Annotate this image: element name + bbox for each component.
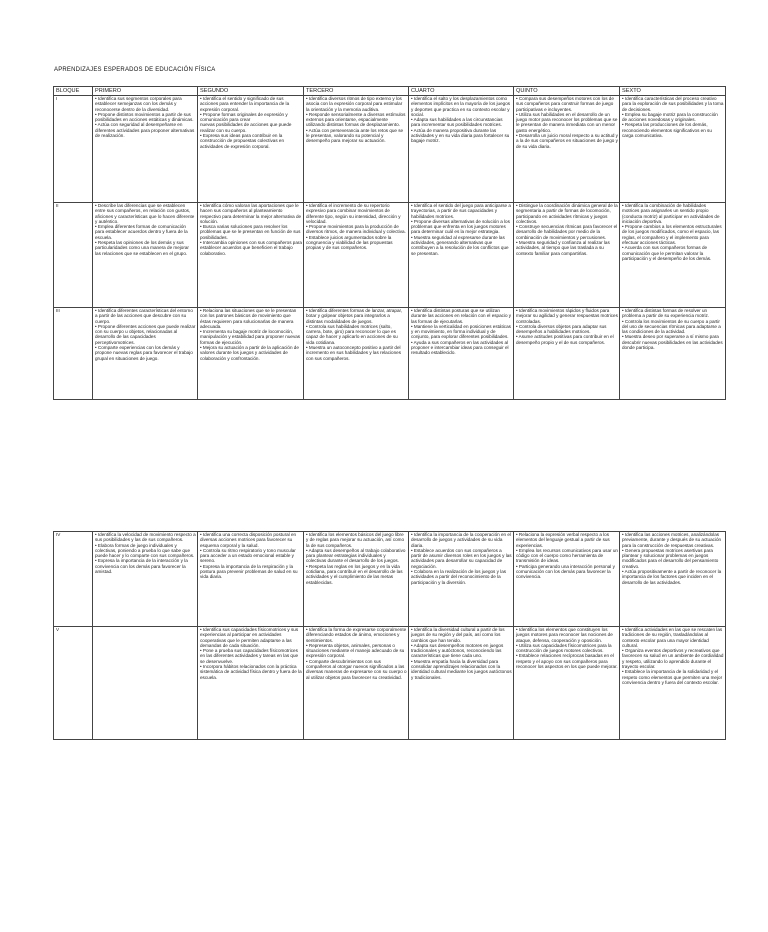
grade-cell [304, 627, 409, 740]
grade-cell [409, 96, 514, 203]
learning-outcomes-text: • Identifica movimientos rápidos y fluidos para mejorar su agilidad y generar respuestas motrices controladas. • Controla diversos objetos para adaptar sus desempeños a habilidades motrices. • Asume actitudes positivas para contribuir en el desempeño propio y el de sus compañeros. [516, 308, 618, 345]
grade-cell [409, 203, 514, 308]
learning-outcomes-text: • Identifica los elementos básicos del juego libre y de reglas para mejorar su actuación, así como la de sus compañeros. • Adapta sus desempeños al trabajo colaborativo para plantear estrategias individuales y colectivas durante el desarrollo de los juegos. • Respeta las reglas en los juegos y en la vida cotidiana, para contribuir en el desarrollo de las actividades y el cumplimiento de las metas establecidas. [306, 532, 406, 585]
learning-outcomes-text: • Identifica las acciones motrices, analizándolas previamente, durante y después de su actuación para la construcción de respuestas creativas. • Genera propuestas motrices asertivas para plantear y solucionar problemas en juegos modificados para el desarrollo del pensamiento creativo. • Actúa propositivamente a partir de reconocer la importancia de los factores que inciden en el desarrollo de las actividades. [622, 532, 722, 585]
header-segundo: SEGUNDO [198, 87, 304, 96]
grade-cell [409, 308, 514, 400]
grade-cell [620, 308, 726, 400]
learning-outcomes-text: • Identifica el incremento de su repertorio expresivo para combinar movimientos de diferente tipo, según su intensidad, dirección y velocidad. • Propone movimientos para la producción de diversos ritmos, de manera individual y colectiva. • Establece juicios argumentados sobre la congruencia y viabilidad de las propuestas propias y de sus compañeros. [306, 203, 406, 251]
learning-outcomes-text: • Identifica la combinación de habilidades motrices para asignarles un sentido propio (conducta motriz) al participar en actividades de iniciación deportiva. • Propone cambios a los elementos estructurales de los juegos modificados, como el espacio, las reglas, el compañero y el implemento para efectuar acciones tácticas. • Acuerda con sus compañeros formas de comunicación que le permitan valorar la participación y el desempeño de los demás. [622, 203, 722, 261]
learning-outcomes-text: • Identifica sus capacidades físicomotrices y sus experiencias al participar en actividades cooperativas que le permiten adaptarse a las demandas de cada situación. • Pone a prueba sus capacidades físicomotrices en las diferentes actividades y tareas en las que se desenvuelve. • Incorpora hábitos relacionados con la práctica sistemática de actividad física dentro y fuera de la escuela. [200, 627, 302, 680]
learning-outcomes-text: • Identifica diferentes formas de lanzar, atrapar, botar y golpear objetos para integrarlos a distintas modalidades de juegos. • Controla sus habilidades motrices (salto, carrera, bote, giro) para reconocer lo que es capaz de hacer y aplicarlo en acciones de su vida cotidiana. • Muestra un autoconcepto positivo a partir del incremento en sus habilidades y las relaciones con sus compañeros. [306, 308, 403, 361]
grade-cell [409, 532, 514, 627]
grade-cell [304, 96, 409, 203]
bloque-cell: II [54, 203, 93, 308]
grade-cell [514, 532, 620, 627]
grade-cell [93, 532, 198, 627]
learning-outcomes-text: • Identifica cómo valoran las aportaciones que le hacen sus compañeros al planteamiento respectivo para determinar la mejor alternativa de solución. • Busca varias soluciones para resolver los problemas que se le presentan en función de sus posibilidades. • Intercambia opiniones con sus compañeros para establecer acuerdos que beneficien el trabajo colaborativo. [200, 203, 302, 256]
learning-outcomes-text: • Identifica características del proceso creativo para la exploración de sus posibilidades y la toma de decisiones. • Emplea su bagaje motriz para la construcción de acciones novedosas y originales. • Respeta las producciones de los demás, reconociendo elementos significativos en su carga comunicativa. [622, 96, 724, 139]
table-row [54, 96, 726, 203]
grade-cell [93, 627, 198, 740]
bloque-cell: V [54, 627, 93, 740]
learning-outcomes-text: • Identifica la importancia de la cooperación en el desarrollo de juegos y actividades de su vida diaria. • Establece acuerdos con sus compañeros a partir de asumir diversos roles en los juegos y las actividades para desarrollar su capacidad de negociación. • Colabora en la realización de los juegos y las actividades a partir del reconocimiento de la participación y la diversión. [411, 532, 512, 585]
learning-outcomes-text: • Identifica diferentes características del entorno a partir de las acciones que descubre con su cuerpo. • Propone diferentes acciones que puede realizar con su cuerpo u objetos, relacionadas al desarrollo de las capacidades perceptivomotrices. • Comparte experiencias con los demás y propone nuevas reglas para favorecer el trabajo grupal en situaciones de juego. [95, 308, 196, 361]
learning-outcomes-text: • Identifica el sentido y significado de sus acciones para entender la importancia de la expresión corporal. • Propone formas originales de expresión y comunicación para crear nuevas posibilidades de acciones que puede realizar con su cuerpo. • Expresa sus ideas para contribuir en la construcción de propuestas colectivas en actividades de expresión corporal. [200, 96, 292, 149]
bloque-cell: III [54, 308, 93, 400]
table-row [54, 203, 726, 308]
header-tercero: TERCERO [304, 87, 409, 96]
grade-cell [304, 532, 409, 627]
page-title: APRENDIZAJES ESPERADOS DE EDUCACIÓN FÍSICA [54, 67, 216, 73]
learning-outcomes-text: • Identifica diversos ritmos de tipo externo y los asocia con la expresión corporal para estimular la orientación y la memoria auditiva. • Responde sensorialmente a diversos estímulos externos para orientarse, espacialmente utilizando distintas formas de desplazamiento. • Actúa con perseverancia ante los retos que se le presentan, valorando su potencial y desempeño para mejorar su actuación. [306, 96, 406, 144]
learning-outcomes-text: • Identifica el sentido del juego para anticiparse a trayectorias, a partir de sus capacidades y habilidades motrices. • Propone diversas alternativas de solución a los problemas que enfrenta en los juegos motores para determinar cuál es la mejor estrategia. • Muestra seguridad al expresarse durante las actividades, generando alternativas que contribuyen a la resolución de los conflictos que se presentan. [411, 203, 511, 256]
learning-outcomes-text: • Identifica distintas formas de resolver un problema a partir de su experiencia motriz. • Controla los movimientos de su cuerpo a partir del uso de secuencias rítmicas para adaptarse a las condiciones de la actividad. • Muestra deseo por superarse a sí mismo para descubrir nuevas posibilidades en las actividades donde participa. [622, 308, 723, 351]
grade-cell [620, 203, 726, 308]
grade-cell [198, 96, 304, 203]
grade-cell [93, 96, 198, 203]
table-row [54, 308, 726, 400]
grade-cell [304, 308, 409, 400]
learning-table-page-2 [53, 531, 726, 740]
grade-cell [198, 203, 304, 308]
learning-outcomes-text: • Compara sus desempeños motores con los de sus compañeros para construir formas de juego participativas e incluyentes. • Utiliza sus habilidades en el desarrollo de un juego motor para reconocer los problemas que se le presentan de manera inmediata con un menor gasto energético. • Desarrolla un juicio moral respecto a su actitud y a la de sus compañeros en situaciones de juego y de su vida diaria. [516, 96, 618, 149]
learning-outcomes-text: • Identifica el salto y los desplazamientos como elementos implícitos en la mayoría de los juegos y deportes que practica en su contexto escolar y social. • Adapta sus habilidades a las circunstancias para incrementar sus posibilidades motrices. • Actúa de manera propositiva durante las actividades y en su vida diaria para fortalecer su bagaje motriz. [411, 96, 511, 144]
grade-cell [304, 203, 409, 308]
learning-outcomes-text: • Relaciona la expresión verbal respecto a los elementos del lenguaje gestual a partir de sus experiencias. • Emplea los recursos comunicativos para usar un código con el cuerpo como herramienta de transmisión de ideas. • Participa generando una interacción personal y comunicación con los demás para favorecer la convivencia. [516, 532, 618, 580]
grade-cell [409, 627, 514, 740]
learning-outcomes-text: • Identifica sus segmentos corporales para establecer semejanzas con los demás y reconocerse dentro de la diversidad. • Propone distintos movimientos a partir de sus posibilidades en acciones estáticas y dinámicas. • Actúa con seguridad al desempeñarse en diferentes actividades para proponer alternativas de realización. [95, 96, 195, 139]
grade-cell [514, 96, 620, 203]
grade-cell [93, 308, 198, 400]
grade-cell [198, 627, 304, 740]
header-quinto: QUINTO [514, 87, 620, 96]
grade-cell [198, 532, 304, 627]
bloque-cell: I [54, 96, 93, 203]
grade-cell [620, 627, 726, 740]
table-header-row [54, 87, 726, 96]
table-row [54, 532, 726, 627]
table-row [54, 627, 726, 740]
learning-outcomes-text: • Identifica los elementos que constituyen los juegos motores para reconocer las nociones de ataque, defensa, cooperación y oposición. • Utiliza sus capacidades físicomotrices para la construcción de juegos motores colectivos. • Establece relaciones recíprocas basadas en el respeto y el apoyo con sus compañeros para reconocer los aspectos en los que puede mejorar. [516, 627, 618, 670]
grade-cell [620, 96, 726, 203]
learning-outcomes-text: • Identifica la diversidad cultural a partir de los juegos de su región y del país, así como los cambios que han tenido. • Adapta sus desempeños motores en juegos tradicionales y autóctonos, reconociendo las características que tiene cada uno. • Muestra empatía hacia la diversidad para consolidar aprendizajes relacionados con la identidad cultural mediante los juegos autóctonos y tradicionales. [411, 627, 512, 680]
header-bloque: BLOQUE [54, 87, 93, 96]
header-sexto: SEXTO [620, 87, 726, 96]
grade-cell [514, 203, 620, 308]
grade-cell [93, 203, 198, 308]
learning-outcomes-text: • Identifica la forma de expresarse corporalmente diferenciando estados de ánimo, emociones y sentimientos. • Representa objetos, animales, personas o situaciones mediante el manejo adecuado de su expresión corporal. • Comparte descubrimientos con sus compañeros al otorgar nuevos significados a las diversas maneras de expresarse con su cuerpo o al utilizar objetos para favorecer su creatividad. [306, 627, 407, 680]
grade-cell [514, 627, 620, 740]
learning-outcomes-text: • Identifica la velocidad de movimiento respecto a sus posibilidades y las de sus compañeros. • Elabora formas de juego individuales y colectivas, poniendo a prueba lo que sabe que puede hacer y lo comparte con sus compañeros. • Expresa la importancia de la interacción y la convivencia con los demás para favorecer la amistad. [95, 532, 196, 575]
learning-outcomes-text: • Identifica actividades en las que se rescaten las tradiciones de su región, trasladándolas al contexto escolar para una mayor identidad cultural. • Organiza eventos deportivos y recreativos que favorecen su salud en un ambiente de cordialidad y respeto, utilizando lo aprendido durante el trayecto escolar. • Establece la importancia de la solidaridad y el respeto como elementos que permiten una mejor convivencia dentro y fuera del contexto escolar. [622, 627, 724, 685]
header-cuarto: CUARTO [409, 87, 514, 96]
learning-outcomes-text: • Relaciona las situaciones que se le presentan con los patrones básicos de movimiento que éstas requieren para solucionarlas de manera adecuada. • Incrementa su bagaje motriz de locomoción, manipulación y estabilidad para proponer nuevas formas de ejecución. • Mejora su actuación a partir de la aplicación de valores durante los juegos y actividades de colaboración y confrontación. [200, 308, 301, 361]
bloque-cell: IV [54, 532, 93, 627]
learning-outcomes-text: • Identifica distintas posturas que se utilizan durante las acciones en relación con el espacio y las formas de ejecutarlas. • Mantiene la verticalidad en posiciones estáticas y en movimiento, en forma individual y de conjunto, para explorar diferentes posibilidades. • Ayuda a sus compañeros en las actividades al proponer e intercambiar ideas para conseguir el resultado establecido. [411, 308, 512, 356]
grade-cell [514, 308, 620, 400]
learning-outcomes-text: • Identifica una correcta disposición postural en diversas acciones motrices para favorecer su esquema corporal y la salud. • Controla su ritmo respiratorio y tono muscular para acceder a un estado emocional estable y sereno. • Expresa la importancia de la respiración y la postura para prevenir problemas de salud en su vida diaria. [200, 532, 298, 580]
grade-cell [620, 532, 726, 627]
grade-cell [198, 308, 304, 400]
learning-table-page-1 [53, 86, 726, 400]
header-primero: PRIMERO [93, 87, 198, 96]
learning-outcomes-text: • Distingue la coordinación dinámica general de la segmentaria a partir de formas de locomoción, participando en actividades rítmicas y juegos colectivos. • Construye secuencias rítmicas para favorecer el desarrollo de habilidades por medio de la combinación de movimientos y percusiones. • Muestra seguridad y confianza al realizar las actividades, al tiempo que las traslada a su contexto familiar para compartirlas. [516, 203, 618, 256]
learning-outcomes-text: • Describe las diferencias que se establecen entre sus compañeros, en relación con gustos, aficiones y características que lo hacen diferente y auténtico. • Emplea diferentes formas de comunicación para establecer acuerdos dentro y fuera de la escuela. • Respeta las opiniones de los demás y sus particularidades como una manera de mejorar las relaciones que se establecen en el grupo. [95, 203, 195, 256]
